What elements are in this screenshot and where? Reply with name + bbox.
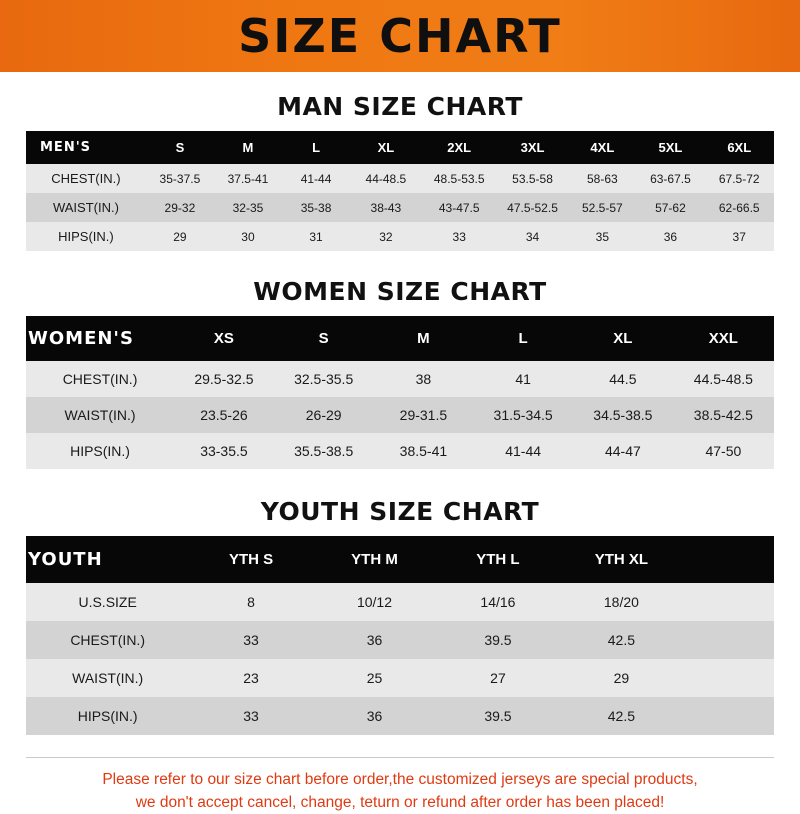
table-row — [26, 659, 774, 697]
women-header-cell-3: M — [417, 330, 430, 347]
table-cell: 37.5-41 — [227, 171, 269, 186]
table-cell: 29.5-32.5 — [194, 371, 254, 387]
table-cell: 44-48.5 — [365, 171, 407, 186]
table-row — [26, 193, 774, 222]
women-table-body — [26, 361, 774, 469]
table-cell: 44-47 — [604, 443, 641, 459]
table-cell: 29-32 — [164, 200, 196, 215]
women-header-cell-6: XXL — [708, 330, 738, 347]
table-cell: 33-35.5 — [200, 443, 248, 459]
page-title: SIZE CHART — [238, 9, 562, 63]
table-cell: 41-44 — [505, 443, 542, 459]
table-cell-empty — [683, 659, 774, 697]
man-header-cell-0: MEN'S — [40, 140, 92, 155]
table-cell: 33 — [243, 632, 259, 648]
table-row — [26, 697, 774, 735]
table-cell: 38.5-41 — [399, 443, 448, 459]
table-cell: 39.5 — [484, 708, 512, 724]
table-cell: 38-43 — [370, 200, 402, 215]
footer-line-2: we don't accept cancel, change, teturn or refund after order has been placed! — [135, 793, 665, 811]
table-cell: 41 — [515, 371, 531, 387]
table-cell: 47.5-52.5 — [507, 200, 558, 215]
table-cell: 31 — [309, 229, 323, 244]
table-cell: 35-38 — [300, 200, 332, 215]
table-header-row — [26, 316, 774, 361]
table-cell: 43-47.5 — [438, 200, 480, 215]
table-cell: 34.5-38.5 — [593, 407, 653, 423]
table-cell: 42.5 — [607, 632, 636, 648]
table-cell: 39.5 — [484, 632, 512, 648]
table-cell: 48.5-53.5 — [433, 171, 485, 186]
man-header-cell-3: L — [312, 140, 321, 155]
youth-header-cell-spacer — [683, 536, 774, 583]
table-cell: 58-63 — [587, 171, 618, 186]
man-header-cell-4: XL — [377, 140, 395, 155]
youth-row-label-chest: CHEST(IN.) — [70, 632, 145, 648]
women-section-title: WOMEN SIZE CHART — [253, 277, 547, 306]
table-cell: 8 — [247, 594, 255, 610]
table-cell: 26-29 — [305, 407, 342, 423]
table-cell: 25 — [366, 670, 383, 686]
footer-line-1: Please refer to our size chart before order,the customized jerseys are special products, — [102, 771, 698, 788]
youth-row-label-hips: HIPS(IN.) — [77, 708, 138, 724]
man-header-cell-9: 6XL — [727, 140, 752, 155]
table-row — [26, 361, 774, 397]
man-header-cell-6: 3XL — [520, 140, 545, 155]
women-header-cell-2: S — [318, 330, 329, 347]
youth-header-cell-1: YTH S — [228, 551, 274, 568]
table-cell: 29 — [613, 670, 630, 686]
man-table-header — [26, 131, 774, 164]
table-row — [26, 164, 774, 193]
man-header-cell-2: M — [242, 140, 254, 155]
man-row-label-hips: HIPS(IN.) — [58, 229, 114, 244]
table-cell-empty — [683, 697, 774, 735]
table-cell: 34 — [525, 229, 540, 244]
table-cell: 44.5 — [609, 371, 637, 387]
table-cell: 35 — [595, 229, 610, 244]
table-cell: 42.5 — [607, 708, 636, 724]
table-cell: 36 — [366, 708, 383, 724]
women-table-header — [26, 316, 774, 361]
man-header-cell-8: 5XL — [658, 140, 683, 155]
table-cell: 53.5-58 — [512, 171, 553, 186]
man-section-title: MAN SIZE CHART — [277, 92, 523, 121]
table-cell: 36 — [366, 632, 383, 648]
header-banner — [0, 0, 800, 72]
table-cell: 38.5-42.5 — [693, 407, 753, 423]
women-row-label-chest: CHEST(IN.) — [62, 371, 138, 387]
youth-header-cell-2: YTH M — [351, 551, 398, 568]
youth-section-title: YOUTH SIZE CHART — [260, 497, 540, 526]
table-cell: 38 — [415, 371, 432, 387]
youth-size-table — [26, 536, 774, 735]
women-row-label-hips: HIPS(IN.) — [70, 443, 130, 459]
table-cell: 32-35 — [232, 200, 264, 215]
man-row-label-chest: CHEST(IN.) — [51, 171, 121, 186]
table-cell: 27 — [490, 670, 506, 686]
table-cell: 41-44 — [300, 171, 332, 186]
man-header-cell-5: 2XL — [447, 140, 472, 155]
table-cell: 23.5-26 — [200, 407, 248, 423]
table-cell: 31.5-34.5 — [493, 407, 553, 423]
table-row — [26, 397, 774, 433]
table-cell: 30 — [241, 229, 255, 244]
table-header-row — [26, 131, 774, 164]
table-row — [26, 433, 774, 469]
table-row — [26, 583, 774, 621]
youth-table-body — [26, 583, 774, 735]
women-header-cell-1: XS — [213, 330, 234, 347]
youth-header-cell-4: YTH XL — [594, 551, 649, 568]
table-cell: 14/16 — [480, 594, 516, 610]
table-cell: 29 — [173, 229, 187, 244]
table-cell: 18/20 — [603, 594, 639, 610]
table-cell: 35-37.5 — [159, 171, 201, 186]
content-area — [0, 92, 800, 814]
women-row-label-waist: WAIST(IN.) — [64, 407, 136, 423]
youth-header-cell-3: YTH L — [476, 551, 520, 568]
table-cell-empty — [683, 621, 774, 659]
table-cell: 32 — [379, 229, 393, 244]
women-header-cell-0: WOMEN'S — [28, 328, 134, 349]
table-cell: 57-62 — [655, 200, 686, 215]
youth-row-label-ussize: U.S.SIZE — [78, 594, 137, 610]
table-row — [26, 222, 774, 251]
man-header-cell-7: 4XL — [590, 140, 615, 155]
women-header-cell-5: XL — [613, 330, 633, 347]
table-cell: 63-67.5 — [650, 171, 691, 186]
table-cell: 33 — [243, 708, 259, 724]
table-cell-empty — [683, 583, 774, 621]
table-header-row — [26, 536, 774, 583]
table-cell: 37 — [732, 229, 746, 244]
table-cell: 32.5-35.5 — [294, 371, 354, 387]
youth-row-label-waist: WAIST(IN.) — [72, 670, 144, 686]
women-size-table — [26, 316, 774, 469]
table-cell: 29-31.5 — [399, 407, 448, 423]
youth-table-header — [26, 536, 774, 583]
table-cell: 35.5-38.5 — [294, 443, 354, 459]
table-cell: 44.5-48.5 — [693, 371, 753, 387]
table-cell: 67.5-72 — [718, 171, 760, 186]
table-cell: 33 — [452, 229, 466, 244]
table-cell: 52.5-57 — [582, 200, 623, 215]
man-header-cell-1: S — [175, 140, 185, 155]
table-cell: 47-50 — [705, 443, 742, 459]
man-row-label-waist: WAIST(IN.) — [52, 200, 119, 215]
man-table-body — [26, 164, 774, 251]
table-cell: 62-66.5 — [718, 200, 760, 215]
table-cell: 36 — [663, 229, 678, 244]
table-cell: 10/12 — [356, 594, 393, 610]
man-size-table — [26, 131, 774, 251]
table-cell: 23 — [243, 670, 259, 686]
youth-header-cell-0: YOUTH — [28, 549, 103, 570]
table-row — [26, 621, 774, 659]
footer-notice — [26, 757, 774, 814]
women-header-cell-4: L — [518, 330, 528, 347]
